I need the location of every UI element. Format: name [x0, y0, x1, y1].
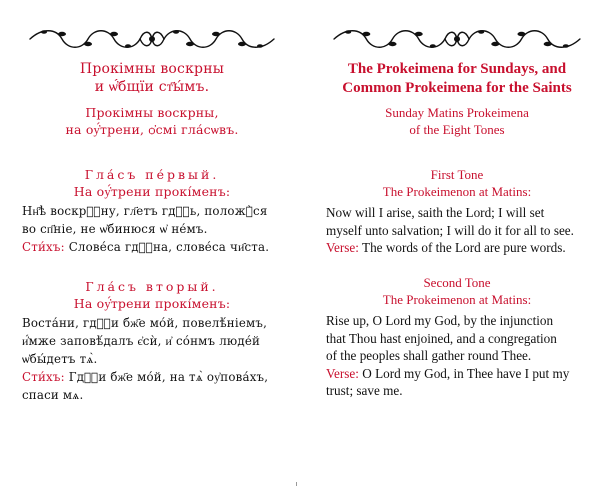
tone2-text	[326, 312, 588, 400]
title-line-2: и ѡ҆́бщїи ст҃ы́мъ.	[94, 79, 210, 95]
verse-label: Verse:	[326, 365, 359, 381]
tone2-text	[22, 314, 282, 404]
tone1-text-line-2: myself unto salvation; I will do it for all to see.	[326, 222, 574, 238]
tone2-verse	[22, 368, 282, 386]
title-line-1: The Prokeimena for Sundays, and	[347, 61, 567, 77]
tone2-prokeimenon-label: The Prokeimenon at Matins:	[382, 292, 532, 307]
tone1-verse	[326, 239, 588, 257]
page-title	[326, 60, 588, 98]
tone2-name: Second Tone	[423, 275, 491, 290]
tone1-text	[326, 204, 588, 257]
left-page	[22, 0, 282, 491]
page-title	[22, 60, 282, 96]
verse-text: O Lord my God, in Thee have I put my	[362, 365, 570, 381]
verse-text: Слове́са гдⷭ҇на, слове́са чи҄ста.	[68, 240, 270, 254]
tone1-verse	[22, 238, 282, 256]
tone1-name: Гла́съ пе́рвый.	[84, 167, 220, 182]
tone2-verse	[326, 365, 588, 383]
verse-label: Сти́хъ:	[22, 370, 65, 384]
tone1-name: First Tone	[430, 167, 484, 182]
verse-label: Сти́хъ:	[22, 240, 65, 254]
title-line-1: Прокімны воскрны	[79, 61, 225, 77]
subtitle-line-1: Sunday Matins Prokeimena	[385, 105, 529, 120]
tone2-text-line-3: of the peoples shall gather round Thee.	[326, 348, 532, 363]
floral-headpiece-icon	[22, 26, 282, 52]
verse-text: The words of the Lord are pure words.	[362, 240, 566, 255]
tone2-verse-line-2: спаси мѧ.	[22, 388, 84, 402]
tone1-text-line-1: Нн҃ѣ воскрⷭ҇ну, гл҃етъ гдⷭ҇ь, положꙋ̀ся	[22, 204, 268, 218]
page-subtitle	[326, 104, 588, 138]
tone2-prokeimenon-label: На оу҆́трени прокі́менъ:	[73, 296, 231, 311]
page-gutter-mark	[296, 482, 297, 486]
tone2-heading	[326, 274, 588, 308]
subtitle-line-1: Прокімны воскрны,	[85, 105, 219, 120]
tone2-text-line-3: ѡ҆бы́детъ тѧ̀.	[22, 352, 98, 366]
tone1-text-line-2: во сп҃ніе, не ѡ҆бинюся ѡ҆ не́мъ.	[22, 222, 208, 236]
verse-text: Гдⷭ҇и бж҃е мо́й, на тѧ̀ оу҆пова́хъ,	[68, 370, 269, 384]
subtitle-line-2: на оу҆́трени, ѻ҆смі гла́сѡвъ.	[65, 122, 239, 137]
floral-headpiece-icon	[326, 26, 588, 52]
tone1-prokeimenon-label: The Prokeimenon at Matins:	[382, 184, 532, 199]
tone2-text-line-2: и҆́мже заповѣ́далъ є҆сѝ, и҆ со́нмъ люде́й	[22, 334, 261, 348]
tone2-verse-line-2: trust; save me.	[326, 383, 403, 398]
tone2-name: Гла́съ вторый.	[85, 279, 219, 294]
verse-label: Verse:	[326, 240, 359, 255]
tone2-text-line-2: that Thou hast enjoined, and a congregation	[326, 330, 557, 346]
tone1-heading	[22, 166, 282, 200]
tone2-text-line-1: Rise up, O Lord my God, by the injunction	[326, 313, 554, 328]
title-line-2: Common Prokeimena for the Saints	[342, 80, 572, 96]
tone2-heading	[22, 278, 282, 312]
tone1-prokeimenon-label: На оу҆́трени прокі́менъ:	[73, 184, 231, 199]
tone1-text	[22, 202, 282, 256]
tone1-text-line-1: Now will I arise, saith the Lord; I will set	[326, 205, 545, 220]
right-page	[326, 0, 588, 491]
subtitle-line-2: of the Eight Tones	[409, 122, 505, 137]
page-subtitle	[22, 104, 282, 138]
tone2-text-line-1: Воста́ни, гдⷭ҇и бж҃е мо́й, повелѣ́ніемъ,	[22, 316, 268, 330]
tone1-heading	[326, 166, 588, 200]
